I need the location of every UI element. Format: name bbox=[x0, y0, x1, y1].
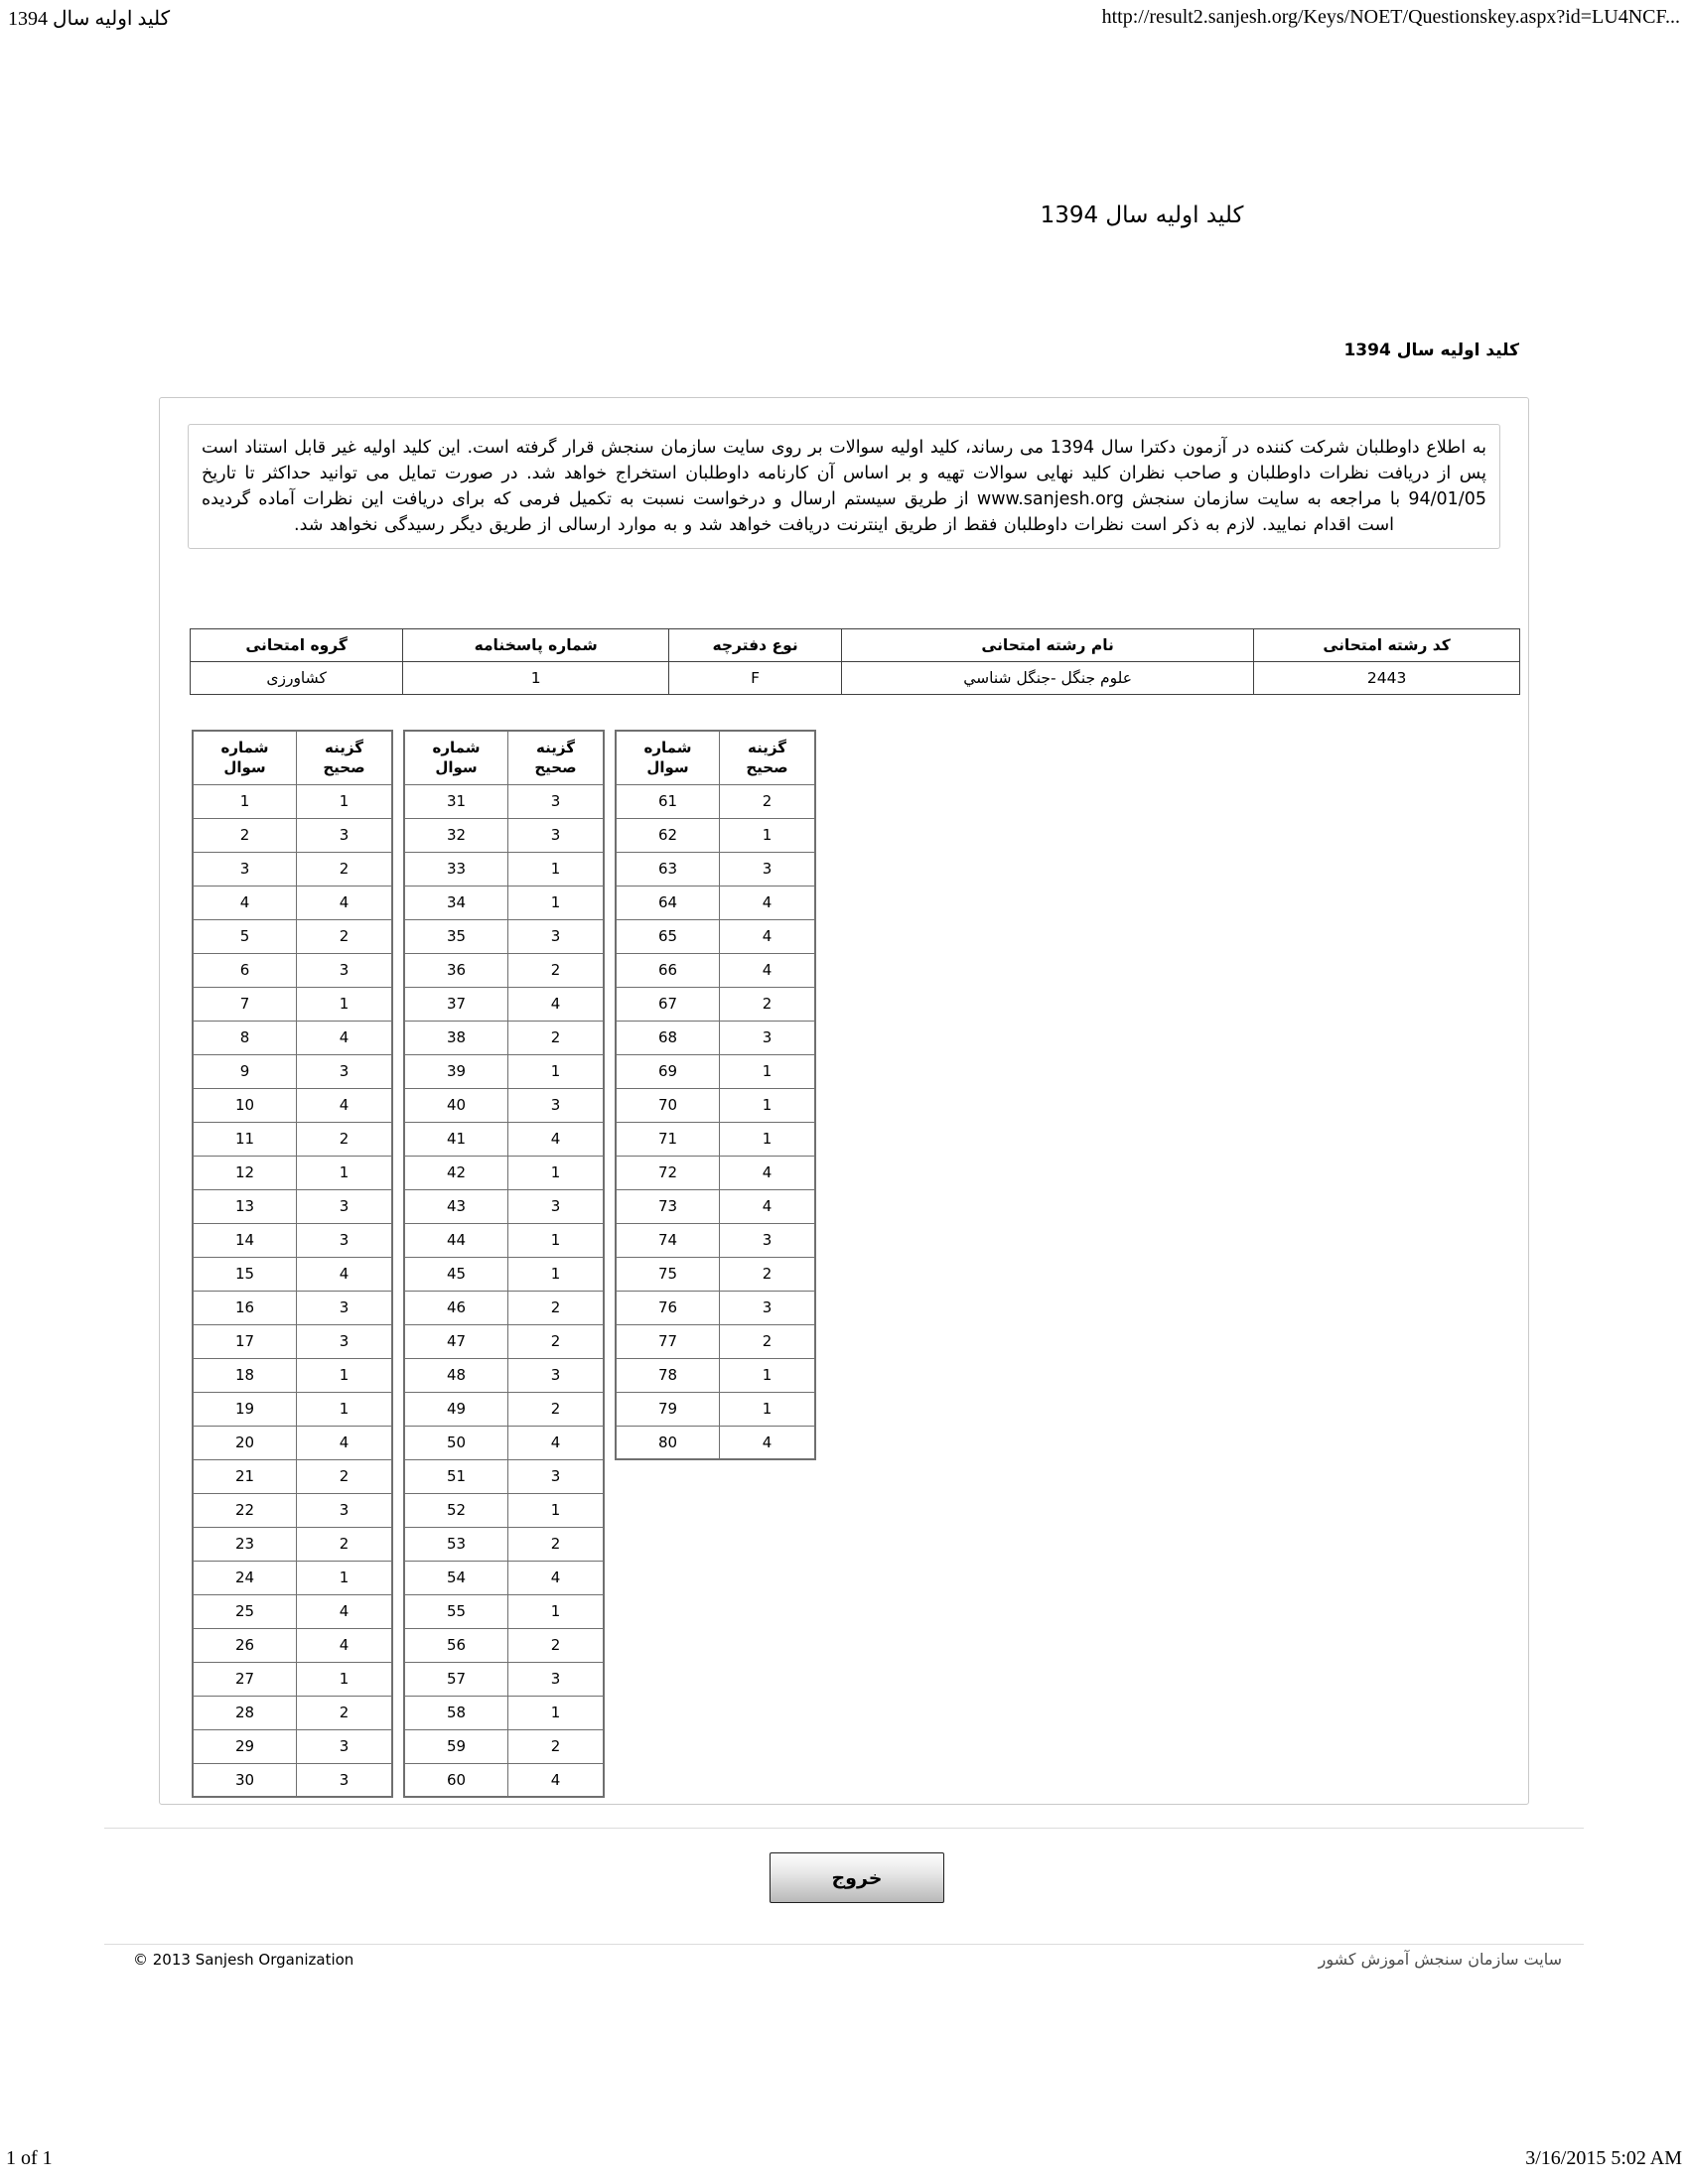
correct-option-cell: 2 bbox=[720, 987, 815, 1021]
answer-key-row bbox=[193, 1628, 392, 1662]
correct-option-cell: 3 bbox=[720, 1021, 815, 1054]
answer-key-row bbox=[404, 1729, 604, 1763]
correct-option-cell: 1 bbox=[508, 1223, 604, 1257]
correct-option-cell: 3 bbox=[508, 1088, 604, 1122]
correct-option-cell: 1 bbox=[720, 1392, 815, 1426]
exam-info-table bbox=[190, 628, 1520, 695]
question-number-cell: 79 bbox=[616, 1392, 720, 1426]
answer-key-row bbox=[404, 784, 604, 818]
correct-option-cell: 4 bbox=[508, 1561, 604, 1594]
answer-key-row bbox=[193, 1763, 392, 1797]
site-name-text: سایت سازمان سنجش آموزش کشور bbox=[1318, 1950, 1562, 1969]
correct-option-cell: 4 bbox=[720, 953, 815, 987]
answer-key-row bbox=[404, 1156, 604, 1189]
answer-key-row bbox=[616, 852, 815, 886]
answer-key-row bbox=[193, 1729, 392, 1763]
correct-option-cell: 3 bbox=[720, 1291, 815, 1324]
answer-key-row bbox=[404, 1561, 604, 1594]
answer-key-row bbox=[193, 818, 392, 852]
answer-key-table bbox=[192, 730, 393, 1798]
question-number-cell: 16 bbox=[193, 1291, 297, 1324]
question-number-cell: 14 bbox=[193, 1223, 297, 1257]
answer-key-row bbox=[193, 886, 392, 919]
question-number-cell: 68 bbox=[616, 1021, 720, 1054]
question-number-cell: 37 bbox=[404, 987, 508, 1021]
print-timestamp: 3/16/2015 5:02 AM bbox=[1525, 2147, 1682, 2169]
answer-key-row bbox=[616, 886, 815, 919]
correct-option-cell: 3 bbox=[720, 1223, 815, 1257]
answer-key-row bbox=[193, 1459, 392, 1493]
question-number-cell: 52 bbox=[404, 1493, 508, 1527]
question-number-cell: 46 bbox=[404, 1291, 508, 1324]
question-number-cell: 50 bbox=[404, 1426, 508, 1459]
exam-info-header-row bbox=[191, 629, 1520, 662]
answer-key-row bbox=[193, 919, 392, 953]
question-number-cell: 10 bbox=[193, 1088, 297, 1122]
answer-key-row bbox=[404, 1392, 604, 1426]
answer-column-header: گزینه صحیح bbox=[720, 731, 815, 784]
correct-option-cell: 4 bbox=[297, 1628, 392, 1662]
question-number-cell: 60 bbox=[404, 1763, 508, 1797]
question-number-cell: 63 bbox=[616, 852, 720, 886]
correct-option-cell: 3 bbox=[297, 1054, 392, 1088]
answer-key-row bbox=[193, 1156, 392, 1189]
correct-option-cell: 2 bbox=[720, 1324, 815, 1358]
answer-key-row bbox=[193, 1189, 392, 1223]
question-number-cell: 77 bbox=[616, 1324, 720, 1358]
exam-info-header-cell: شماره پاسخنامه bbox=[403, 629, 669, 662]
answer-key-row bbox=[404, 1459, 604, 1493]
answer-key-row bbox=[193, 1223, 392, 1257]
question-number-cell: 9 bbox=[193, 1054, 297, 1088]
exit-button[interactable]: خروج bbox=[770, 1852, 944, 1903]
question-number-cell: 64 bbox=[616, 886, 720, 919]
question-number-cell: 2 bbox=[193, 818, 297, 852]
correct-option-cell: 3 bbox=[297, 1189, 392, 1223]
answer-key-row bbox=[616, 1426, 815, 1459]
correct-option-cell: 3 bbox=[508, 818, 604, 852]
answer-key-header-row bbox=[616, 731, 815, 784]
question-number-cell: 66 bbox=[616, 953, 720, 987]
answer-key-row bbox=[404, 987, 604, 1021]
answer-key-row bbox=[404, 1223, 604, 1257]
answer-key-row bbox=[404, 1291, 604, 1324]
question-number-cell: 53 bbox=[404, 1527, 508, 1561]
answer-key-row bbox=[404, 1358, 604, 1392]
question-column-header: شماره سوال bbox=[404, 731, 508, 784]
print-header-url: http://result2.sanjesh.org/Keys/NOET/Questionskey.aspx?id=LU4NCF... bbox=[1101, 6, 1680, 28]
answer-key-row bbox=[404, 953, 604, 987]
print-footer bbox=[6, 2147, 1682, 2170]
answer-key-row bbox=[193, 1257, 392, 1291]
question-number-cell: 62 bbox=[616, 818, 720, 852]
question-column-header: شماره سوال bbox=[616, 731, 720, 784]
exam-info-value-cell: 1 bbox=[403, 662, 669, 695]
answer-key-row bbox=[193, 1594, 392, 1628]
question-number-cell: 42 bbox=[404, 1156, 508, 1189]
answer-key-row bbox=[404, 1628, 604, 1662]
question-number-cell: 51 bbox=[404, 1459, 508, 1493]
answer-key-row bbox=[616, 1054, 815, 1088]
exam-info-value-cell: کشاورزی bbox=[191, 662, 403, 695]
question-number-cell: 65 bbox=[616, 919, 720, 953]
question-number-cell: 57 bbox=[404, 1662, 508, 1696]
correct-option-cell: 4 bbox=[297, 1594, 392, 1628]
question-number-cell: 6 bbox=[193, 953, 297, 987]
correct-option-cell: 1 bbox=[720, 818, 815, 852]
correct-option-cell: 4 bbox=[297, 1021, 392, 1054]
exam-info-value-cell: 2443 bbox=[1254, 662, 1520, 695]
print-header-title: کلید اولیه سال 1394 bbox=[8, 8, 171, 30]
answer-key-row bbox=[404, 1493, 604, 1527]
answer-key-row bbox=[404, 886, 604, 919]
answer-key-row bbox=[193, 1662, 392, 1696]
correct-option-cell: 1 bbox=[508, 1493, 604, 1527]
answer-key-row bbox=[193, 852, 392, 886]
answer-key-row bbox=[616, 953, 815, 987]
answer-key-row bbox=[193, 1493, 392, 1527]
question-number-cell: 70 bbox=[616, 1088, 720, 1122]
correct-option-cell: 2 bbox=[508, 1628, 604, 1662]
answer-key-row bbox=[193, 1527, 392, 1561]
correct-option-cell: 4 bbox=[297, 886, 392, 919]
answer-key-row bbox=[193, 1696, 392, 1729]
correct-option-cell: 2 bbox=[720, 1257, 815, 1291]
answer-key-row bbox=[616, 1257, 815, 1291]
correct-option-cell: 4 bbox=[508, 1426, 604, 1459]
question-number-cell: 24 bbox=[193, 1561, 297, 1594]
correct-option-cell: 4 bbox=[297, 1426, 392, 1459]
answer-key-row bbox=[193, 987, 392, 1021]
question-number-cell: 47 bbox=[404, 1324, 508, 1358]
answer-key-row bbox=[404, 1763, 604, 1797]
question-number-cell: 41 bbox=[404, 1122, 508, 1156]
answer-key-row bbox=[404, 1594, 604, 1628]
exam-info-value-cell: F bbox=[669, 662, 842, 695]
correct-option-cell: 1 bbox=[720, 1358, 815, 1392]
answer-key-row bbox=[616, 987, 815, 1021]
site-footer bbox=[133, 1950, 1562, 1969]
question-column-header: شماره سوال bbox=[193, 731, 297, 784]
answer-key-row bbox=[193, 1392, 392, 1426]
answer-key-row bbox=[193, 1291, 392, 1324]
answer-key-row bbox=[616, 919, 815, 953]
answer-key-row bbox=[404, 1527, 604, 1561]
question-number-cell: 49 bbox=[404, 1392, 508, 1426]
correct-option-cell: 3 bbox=[508, 1662, 604, 1696]
answer-column-header: گزینه صحیح bbox=[508, 731, 604, 784]
correct-option-cell: 1 bbox=[508, 1156, 604, 1189]
answer-key-row bbox=[193, 1088, 392, 1122]
correct-option-cell: 1 bbox=[508, 1594, 604, 1628]
correct-option-cell: 2 bbox=[508, 1291, 604, 1324]
correct-option-cell: 2 bbox=[508, 1021, 604, 1054]
exam-info-value-row bbox=[191, 662, 1520, 695]
correct-option-cell: 1 bbox=[508, 1054, 604, 1088]
question-number-cell: 31 bbox=[404, 784, 508, 818]
question-number-cell: 27 bbox=[193, 1662, 297, 1696]
correct-option-cell: 3 bbox=[297, 953, 392, 987]
correct-option-cell: 4 bbox=[720, 1426, 815, 1459]
answer-key-row bbox=[616, 1392, 815, 1426]
question-number-cell: 80 bbox=[616, 1426, 720, 1459]
print-header bbox=[8, 6, 1680, 31]
answer-key-row bbox=[616, 1189, 815, 1223]
answer-key-row bbox=[404, 1662, 604, 1696]
correct-option-cell: 3 bbox=[720, 852, 815, 886]
answer-key-row bbox=[404, 919, 604, 953]
answer-key-row bbox=[616, 784, 815, 818]
answer-key-row bbox=[616, 1358, 815, 1392]
correct-option-cell: 1 bbox=[297, 1662, 392, 1696]
correct-option-cell: 2 bbox=[720, 784, 815, 818]
answer-key-row bbox=[616, 1324, 815, 1358]
question-number-cell: 17 bbox=[193, 1324, 297, 1358]
question-number-cell: 11 bbox=[193, 1122, 297, 1156]
section-heading: کلید اولیه سال 1394 bbox=[1343, 341, 1519, 360]
correct-option-cell: 3 bbox=[508, 1189, 604, 1223]
question-number-cell: 34 bbox=[404, 886, 508, 919]
correct-option-cell: 4 bbox=[720, 1156, 815, 1189]
answer-key-row bbox=[404, 1122, 604, 1156]
answer-key-table bbox=[403, 730, 605, 1798]
answer-key-row bbox=[616, 1223, 815, 1257]
correct-option-cell: 1 bbox=[508, 1696, 604, 1729]
question-number-cell: 12 bbox=[193, 1156, 297, 1189]
correct-option-cell: 1 bbox=[297, 1156, 392, 1189]
question-number-cell: 32 bbox=[404, 818, 508, 852]
correct-option-cell: 1 bbox=[720, 1088, 815, 1122]
question-number-cell: 5 bbox=[193, 919, 297, 953]
copyright-text: © 2013 Sanjesh Organization bbox=[133, 1951, 354, 1969]
question-number-cell: 20 bbox=[193, 1426, 297, 1459]
question-number-cell: 75 bbox=[616, 1257, 720, 1291]
question-number-cell: 3 bbox=[193, 852, 297, 886]
answer-key-row bbox=[193, 1426, 392, 1459]
correct-option-cell: 3 bbox=[297, 1223, 392, 1257]
answer-key-row bbox=[616, 1021, 815, 1054]
question-number-cell: 55 bbox=[404, 1594, 508, 1628]
question-number-cell: 1 bbox=[193, 784, 297, 818]
correct-option-cell: 2 bbox=[508, 1392, 604, 1426]
question-number-cell: 73 bbox=[616, 1189, 720, 1223]
correct-option-cell: 1 bbox=[720, 1054, 815, 1088]
exam-info-value-cell: علوم جنگل -جنگل شناسي bbox=[842, 662, 1254, 695]
question-number-cell: 8 bbox=[193, 1021, 297, 1054]
question-number-cell: 18 bbox=[193, 1358, 297, 1392]
answer-key-header-row bbox=[193, 731, 392, 784]
answer-key-tables bbox=[192, 730, 816, 1798]
correct-option-cell: 4 bbox=[508, 1763, 604, 1797]
question-number-cell: 19 bbox=[193, 1392, 297, 1426]
question-number-cell: 58 bbox=[404, 1696, 508, 1729]
question-number-cell: 76 bbox=[616, 1291, 720, 1324]
answer-key-row bbox=[616, 1156, 815, 1189]
question-number-cell: 26 bbox=[193, 1628, 297, 1662]
answer-key-row bbox=[616, 1122, 815, 1156]
question-number-cell: 74 bbox=[616, 1223, 720, 1257]
correct-option-cell: 4 bbox=[720, 919, 815, 953]
correct-option-cell: 2 bbox=[508, 953, 604, 987]
question-number-cell: 29 bbox=[193, 1729, 297, 1763]
question-number-cell: 54 bbox=[404, 1561, 508, 1594]
question-number-cell: 44 bbox=[404, 1223, 508, 1257]
answer-key-row bbox=[193, 1054, 392, 1088]
question-number-cell: 72 bbox=[616, 1156, 720, 1189]
answer-key-row bbox=[404, 1426, 604, 1459]
correct-option-cell: 2 bbox=[297, 1122, 392, 1156]
question-number-cell: 38 bbox=[404, 1021, 508, 1054]
answer-key-row bbox=[193, 953, 392, 987]
answer-key-row bbox=[193, 784, 392, 818]
exam-info-header-cell: کد رشته امتحانی bbox=[1254, 629, 1520, 662]
question-number-cell: 78 bbox=[616, 1358, 720, 1392]
question-number-cell: 23 bbox=[193, 1527, 297, 1561]
correct-option-cell: 4 bbox=[720, 886, 815, 919]
answer-key-row bbox=[404, 1324, 604, 1358]
exam-info-header-cell: نام رشته امتحانی bbox=[842, 629, 1254, 662]
correct-option-cell: 2 bbox=[508, 1729, 604, 1763]
correct-option-cell: 3 bbox=[508, 1358, 604, 1392]
correct-option-cell: 4 bbox=[508, 987, 604, 1021]
correct-option-cell: 2 bbox=[508, 1324, 604, 1358]
question-number-cell: 30 bbox=[193, 1763, 297, 1797]
answer-key-row bbox=[404, 1021, 604, 1054]
divider-line bbox=[104, 1944, 1584, 1945]
correct-option-cell: 1 bbox=[297, 987, 392, 1021]
question-number-cell: 21 bbox=[193, 1459, 297, 1493]
answer-key-header-row bbox=[404, 731, 604, 784]
answer-key-row bbox=[193, 1324, 392, 1358]
correct-option-cell: 1 bbox=[297, 1561, 392, 1594]
correct-option-cell: 3 bbox=[297, 1763, 392, 1797]
question-number-cell: 59 bbox=[404, 1729, 508, 1763]
answer-column-header: گزینه صحیح bbox=[297, 731, 392, 784]
question-number-cell: 4 bbox=[193, 886, 297, 919]
correct-option-cell: 3 bbox=[508, 1459, 604, 1493]
answer-key-row bbox=[404, 818, 604, 852]
divider-line bbox=[104, 1828, 1584, 1829]
correct-option-cell: 1 bbox=[297, 1358, 392, 1392]
notice-text: به اطلاع داوطلبان شرکت کننده در آزمون دکترا سال 1394 می رساند، کلید اولیه سوالات بر روی سایت سازمان سنجش قرار گرفته است. این کلید اولیه غیر قابل استناد است پس از دریافت نظرات داوطلبان و صاحب نظران کلید نهایی سوالات تهیه و بر اساس آن کارنامه داوطلبان استخراج خواهد شد. در صورت تمایل می توانید حداکثر تا تاریخ 94/01/05 با مراجعه به سایت سازمان سنجش www.sanjesh.org از طریق سیستم ارسال و درخواست نسبت به تکمیل فرمی که برای دریافت این نظرات آماده گردیده است اقدام نمایید. لازم به ذکر است نظرات داوطلبان فقط از طریق اینترنت دریافت خواهد شد و به موارد ارسالی از طریق دیگر رسیدگی نخواهد شد. bbox=[202, 438, 1487, 535]
question-number-cell: 22 bbox=[193, 1493, 297, 1527]
page-number: 1 of 1 bbox=[6, 2147, 53, 2169]
question-number-cell: 45 bbox=[404, 1257, 508, 1291]
question-number-cell: 43 bbox=[404, 1189, 508, 1223]
question-number-cell: 7 bbox=[193, 987, 297, 1021]
notice-box bbox=[188, 424, 1500, 549]
exam-info-header-cell: نوع دفترچه bbox=[669, 629, 842, 662]
page-title: کلید اولیه سال 1394 bbox=[1040, 203, 1244, 228]
question-number-cell: 61 bbox=[616, 784, 720, 818]
question-number-cell: 33 bbox=[404, 852, 508, 886]
question-number-cell: 40 bbox=[404, 1088, 508, 1122]
question-number-cell: 36 bbox=[404, 953, 508, 987]
correct-option-cell: 3 bbox=[508, 784, 604, 818]
correct-option-cell: 3 bbox=[297, 1493, 392, 1527]
answer-key-row bbox=[193, 1358, 392, 1392]
question-number-cell: 56 bbox=[404, 1628, 508, 1662]
correct-option-cell: 2 bbox=[508, 1527, 604, 1561]
answer-key-row bbox=[404, 1054, 604, 1088]
correct-option-cell: 3 bbox=[297, 1291, 392, 1324]
question-number-cell: 67 bbox=[616, 987, 720, 1021]
answer-key-row bbox=[193, 1021, 392, 1054]
correct-option-cell: 2 bbox=[297, 1527, 392, 1561]
correct-option-cell: 1 bbox=[508, 852, 604, 886]
question-number-cell: 71 bbox=[616, 1122, 720, 1156]
answer-key-row bbox=[193, 1561, 392, 1594]
question-number-cell: 48 bbox=[404, 1358, 508, 1392]
correct-option-cell: 1 bbox=[297, 1392, 392, 1426]
answer-key-row bbox=[404, 1189, 604, 1223]
exam-info-header-cell: گروه امتحانی bbox=[191, 629, 403, 662]
correct-option-cell: 1 bbox=[297, 784, 392, 818]
correct-option-cell: 2 bbox=[297, 1696, 392, 1729]
answer-key-row bbox=[404, 852, 604, 886]
correct-option-cell: 2 bbox=[297, 852, 392, 886]
answer-key-row bbox=[616, 1088, 815, 1122]
content-container bbox=[159, 397, 1529, 1805]
correct-option-cell: 4 bbox=[720, 1189, 815, 1223]
correct-option-cell: 3 bbox=[297, 1729, 392, 1763]
correct-option-cell: 4 bbox=[297, 1257, 392, 1291]
answer-key-row bbox=[616, 1291, 815, 1324]
correct-option-cell: 1 bbox=[508, 1257, 604, 1291]
question-number-cell: 39 bbox=[404, 1054, 508, 1088]
answer-key-row bbox=[404, 1257, 604, 1291]
answer-key-row bbox=[616, 818, 815, 852]
answer-key-row bbox=[193, 1122, 392, 1156]
question-number-cell: 69 bbox=[616, 1054, 720, 1088]
answer-key-row bbox=[404, 1088, 604, 1122]
correct-option-cell: 1 bbox=[720, 1122, 815, 1156]
answer-key-row bbox=[404, 1696, 604, 1729]
question-number-cell: 13 bbox=[193, 1189, 297, 1223]
question-number-cell: 28 bbox=[193, 1696, 297, 1729]
correct-option-cell: 4 bbox=[508, 1122, 604, 1156]
correct-option-cell: 3 bbox=[297, 818, 392, 852]
correct-option-cell: 4 bbox=[297, 1088, 392, 1122]
question-number-cell: 35 bbox=[404, 919, 508, 953]
question-number-cell: 15 bbox=[193, 1257, 297, 1291]
correct-option-cell: 1 bbox=[508, 886, 604, 919]
correct-option-cell: 2 bbox=[297, 1459, 392, 1493]
correct-option-cell: 2 bbox=[297, 919, 392, 953]
answer-key-table bbox=[615, 730, 816, 1460]
question-number-cell: 25 bbox=[193, 1594, 297, 1628]
correct-option-cell: 3 bbox=[297, 1324, 392, 1358]
correct-option-cell: 3 bbox=[508, 919, 604, 953]
